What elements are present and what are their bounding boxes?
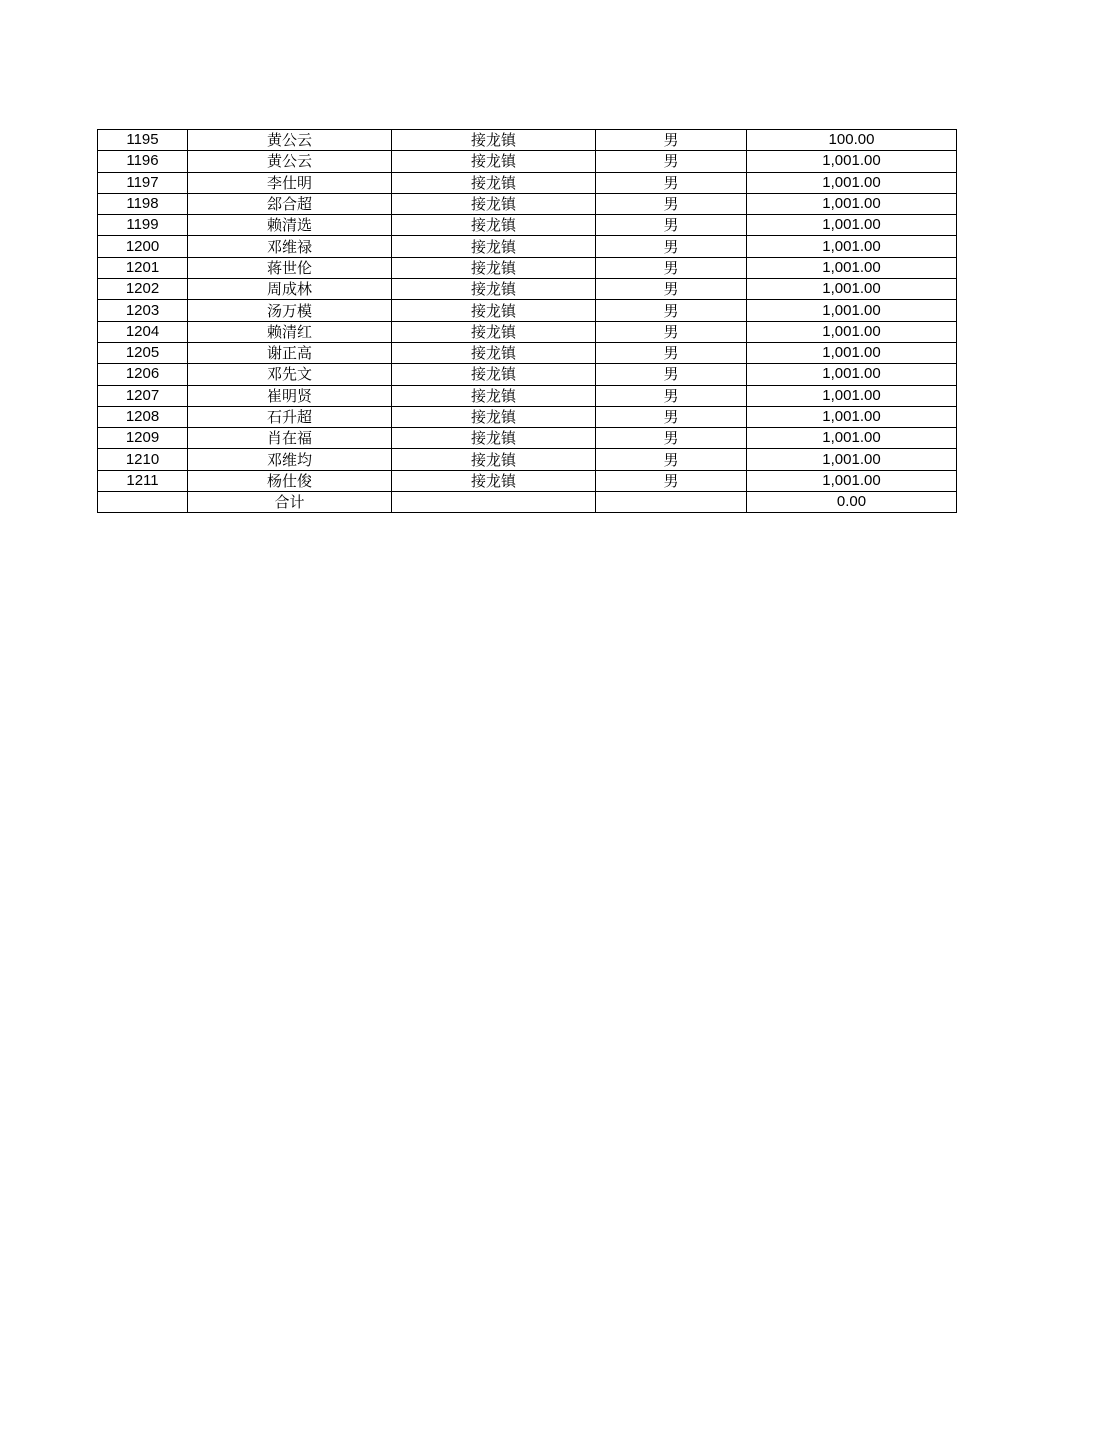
total-row <box>98 492 957 513</box>
town-cell: 接龙镇 <box>392 300 596 321</box>
total-town-cell <box>392 492 596 513</box>
town-cell: 接龙镇 <box>392 172 596 193</box>
town-cell: 接龙镇 <box>392 236 596 257</box>
gender-cell: 男 <box>596 470 747 491</box>
row-id-cell: 1204 <box>98 321 188 342</box>
gender-cell: 男 <box>596 428 747 449</box>
amount-cell: 1,001.00 <box>747 449 957 470</box>
name-cell: 崔明贤 <box>188 385 392 406</box>
town-cell: 接龙镇 <box>392 215 596 236</box>
total-gender-cell <box>596 492 747 513</box>
gender-cell: 男 <box>596 300 747 321</box>
name-cell: 邓维禄 <box>188 236 392 257</box>
row-id-cell: 1198 <box>98 193 188 214</box>
town-cell: 接龙镇 <box>392 257 596 278</box>
row-id-cell: 1197 <box>98 172 188 193</box>
amount-cell: 1,001.00 <box>747 193 957 214</box>
total-amount-cell: 0.00 <box>747 492 957 513</box>
row-id-cell: 1200 <box>98 236 188 257</box>
row-id-cell: 1199 <box>98 215 188 236</box>
amount-cell: 1,001.00 <box>747 172 957 193</box>
amount-cell: 1,001.00 <box>747 342 957 363</box>
gender-cell: 男 <box>596 193 747 214</box>
gender-cell: 男 <box>596 342 747 363</box>
gender-cell: 男 <box>596 385 747 406</box>
town-cell: 接龙镇 <box>392 130 596 151</box>
table-row <box>98 428 957 449</box>
amount-cell: 1,001.00 <box>747 151 957 172</box>
amount-cell: 1,001.00 <box>747 385 957 406</box>
name-cell: 李仕明 <box>188 172 392 193</box>
amount-cell: 1,001.00 <box>747 470 957 491</box>
amount-cell: 1,001.00 <box>747 321 957 342</box>
row-id-cell: 1206 <box>98 364 188 385</box>
name-cell: 肖在福 <box>188 428 392 449</box>
table-row <box>98 300 957 321</box>
town-cell: 接龙镇 <box>392 321 596 342</box>
town-cell: 接龙镇 <box>392 406 596 427</box>
name-cell: 蒋世伦 <box>188 257 392 278</box>
gender-cell: 男 <box>596 321 747 342</box>
table-row <box>98 172 957 193</box>
amount-cell: 1,001.00 <box>747 428 957 449</box>
name-cell: 周成林 <box>188 279 392 300</box>
amount-cell: 1,001.00 <box>747 364 957 385</box>
gender-cell: 男 <box>596 364 747 385</box>
row-id-cell: 1210 <box>98 449 188 470</box>
name-cell: 谢正高 <box>188 342 392 363</box>
table-row <box>98 406 957 427</box>
row-id-cell: 1205 <box>98 342 188 363</box>
total-id-cell <box>98 492 188 513</box>
town-cell: 接龙镇 <box>392 151 596 172</box>
row-id-cell: 1211 <box>98 470 188 491</box>
gender-cell: 男 <box>596 236 747 257</box>
town-cell: 接龙镇 <box>392 470 596 491</box>
table-row <box>98 385 957 406</box>
name-cell: 邓先文 <box>188 364 392 385</box>
town-cell: 接龙镇 <box>392 342 596 363</box>
name-cell: 邓维均 <box>188 449 392 470</box>
total-label-cell: 合计 <box>188 492 392 513</box>
row-id-cell: 1202 <box>98 279 188 300</box>
amount-cell: 1,001.00 <box>747 215 957 236</box>
town-cell: 接龙镇 <box>392 364 596 385</box>
row-id-cell: 1196 <box>98 151 188 172</box>
gender-cell: 男 <box>596 151 747 172</box>
town-cell: 接龙镇 <box>392 449 596 470</box>
row-id-cell: 1209 <box>98 428 188 449</box>
town-cell: 接龙镇 <box>392 193 596 214</box>
table-row <box>98 342 957 363</box>
amount-cell: 1,001.00 <box>747 279 957 300</box>
table-row <box>98 130 957 151</box>
table-row <box>98 215 957 236</box>
gender-cell: 男 <box>596 215 747 236</box>
name-cell: 黄公云 <box>188 130 392 151</box>
table-row <box>98 321 957 342</box>
table-row <box>98 449 957 470</box>
row-id-cell: 1201 <box>98 257 188 278</box>
amount-cell: 1,001.00 <box>747 300 957 321</box>
data-table <box>97 129 957 513</box>
table-body <box>98 130 957 513</box>
table-row <box>98 279 957 300</box>
town-cell: 接龙镇 <box>392 428 596 449</box>
table-row <box>98 151 957 172</box>
row-id-cell: 1208 <box>98 406 188 427</box>
town-cell: 接龙镇 <box>392 279 596 300</box>
gender-cell: 男 <box>596 130 747 151</box>
gender-cell: 男 <box>596 406 747 427</box>
name-cell: 郐合超 <box>188 193 392 214</box>
gender-cell: 男 <box>596 257 747 278</box>
table-row <box>98 257 957 278</box>
table-row <box>98 236 957 257</box>
name-cell: 赖清选 <box>188 215 392 236</box>
name-cell: 赖清红 <box>188 321 392 342</box>
amount-cell: 1,001.00 <box>747 406 957 427</box>
row-id-cell: 1195 <box>98 130 188 151</box>
row-id-cell: 1207 <box>98 385 188 406</box>
gender-cell: 男 <box>596 279 747 300</box>
amount-cell: 1,001.00 <box>747 257 957 278</box>
table-row <box>98 470 957 491</box>
name-cell: 汤万模 <box>188 300 392 321</box>
row-id-cell: 1203 <box>98 300 188 321</box>
table-row <box>98 193 957 214</box>
gender-cell: 男 <box>596 449 747 470</box>
name-cell: 杨仕俊 <box>188 470 392 491</box>
amount-cell: 100.00 <box>747 130 957 151</box>
name-cell: 黄公云 <box>188 151 392 172</box>
gender-cell: 男 <box>596 172 747 193</box>
name-cell: 石升超 <box>188 406 392 427</box>
amount-cell: 1,001.00 <box>747 236 957 257</box>
table-row <box>98 364 957 385</box>
town-cell: 接龙镇 <box>392 385 596 406</box>
